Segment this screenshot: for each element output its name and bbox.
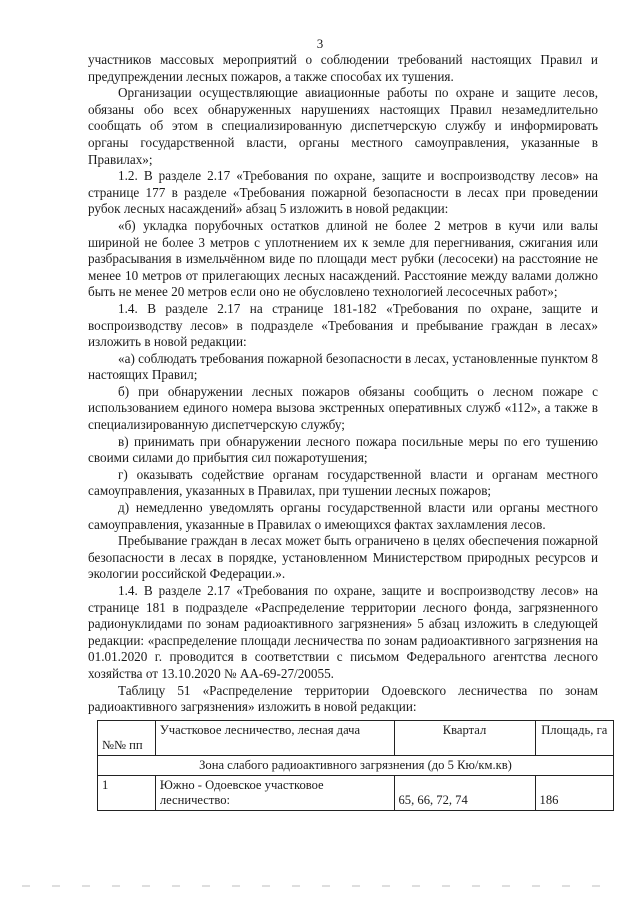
paragraph: 1.4. В разделе 2.17 на странице 181-182 «Требования по охране, защите и воспроизводству лесов» в подразделе «Требования и пребывание граждан в лесах» изложить в новой редакции: [88, 300, 598, 350]
table-51 [97, 720, 614, 811]
paragraph: «б) укладка порубочных остатков длиной не более 2 метров в кучи или валы шириной не более 3 метров с уплотнением их к земле для перегнивания, сжигания или разбрасывания в измельчённом виде по площади мест рубки (лесосеки) на расстояние не менее 10 метров от прилегающих лесных насаждений. Расстояние между валами должно быть не менее 20 метров если оно не обусловлено технологией лесосечных работ»; [88, 217, 598, 300]
row-quarter: 65, 66, 72, 74 [394, 776, 535, 811]
header-forestry: Участковое лесничество, лесная дача [155, 721, 394, 756]
paragraph: г) оказывать содействие органам государственной власти и органам местного самоуправления, указанных в Правилах, при тушении лесных пожаров; [88, 466, 598, 499]
paragraph: Таблицу 51 «Распределение территории Одоевского лесничества по зонам радиоактивного загрязнения» изложить в новой редакции: [88, 682, 598, 715]
paragraph: Пребывание граждан в лесах может быть ограничено в целях обеспечения пожарной безопасности в лесах в порядке, установленном Министерством природных ресурсов и экологии российской Федерации.». [88, 533, 598, 582]
header-num: №№ пп [98, 721, 156, 756]
table-row [98, 776, 614, 811]
header-area: Площадь, га [535, 721, 613, 756]
table-zone-row [98, 756, 614, 776]
document-body [88, 52, 598, 716]
paragraph: б) при обнаружении лесных пожаров обязаны сообщить о лесном пожаре с использованием единого номера вызова экстренных оперативных служб «112», а также в специализированную диспетчерскую службу; [88, 383, 598, 433]
header-quarter: Квартал [394, 721, 535, 756]
zone-label: Зона слабого радиоактивного загрязнения (до 5 Кю/км.кв) [98, 756, 614, 776]
paragraph: 1.4. В разделе 2.17 «Требования по охране, защите и воспроизводству лесов» на странице 181 в подразделе «Распределение территории лесного фонда, загрязненного радионуклидами по зонам радиоактивного загрязнения» 5 абзац изложить в следующей редакции: «распределение площади лесничества по зонам радиоактивного загрязнения на 01.01.2020 г. проводится в соответствии с письмом Федерального агентства лесного хозяйства от 13.10.2020 № АА-69-27/20055. [88, 583, 598, 681]
paragraph: Организации осуществляющие авиационные работы по охране и защите лесов, обязаны обо всех обнаруженных нарушениях настоящих Правил незамедлительно сообщать об этом в специализированную диспетчерскую службу и информировать органы государственной власти, органы местного самоуправления, указанные в Правилах»; [88, 85, 598, 167]
paragraph: участников массовых мероприятий о соблюдении требований настоящих Правил и предупреждении лесных пожаров, а также способах их тушения. [88, 52, 598, 84]
paragraph: в) принимать при обнаружении лесного пожара посильные меры по его тушению своими силами до прибытия сил пожаротушения; [88, 433, 598, 466]
row-area: 186 [535, 776, 613, 811]
scan-edge-artifact [22, 885, 622, 887]
paragraph: «а) соблюдать требования пожарной безопасности в лесах, установленные пунктом 8 настоящих Правил; [88, 350, 598, 383]
row-forestry: Южно - Одоевское участковое лесничество: [155, 776, 394, 811]
page-number: 3 [316, 36, 324, 51]
row-num: 1 [98, 776, 156, 811]
table-header-row [98, 721, 614, 756]
paragraph: д) немедленно уведомлять органы государственной власти или органы местного самоуправления, указанные в Правилах о имеющихся фактах захламления лесов. [88, 500, 598, 532]
paragraph: 1.2. В разделе 2.17 «Требования по охране, защите и воспроизводству лесов» на странице 177 в разделе «Требования пожарной безопасности в лесах при проведении рубок лесных насаждений» абзац 5 изложить в новой редакции: [88, 168, 598, 217]
